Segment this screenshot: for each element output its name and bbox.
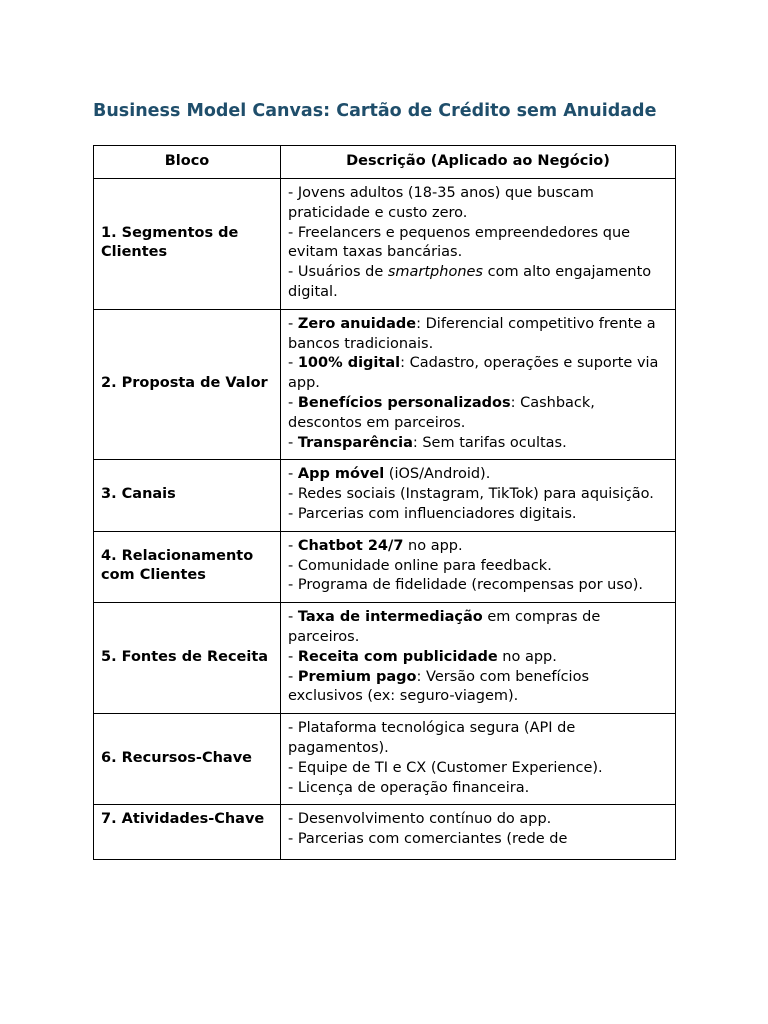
table-row (94, 531, 676, 602)
header-block: Bloco (94, 146, 281, 179)
block-description (281, 179, 676, 310)
block-description (281, 460, 676, 531)
description-line: - Desenvolvimento contínuo do app. (288, 811, 552, 828)
description-line: - Usuários de smartphones com alto engajamento digital. (288, 264, 652, 300)
description-line: - Freelancers e pequenos empreendedores que evitam taxas bancárias. (288, 224, 631, 261)
block-description (281, 603, 676, 714)
table-row (94, 309, 676, 460)
block-description (281, 714, 676, 805)
description-line: - 100% digital: Cadastro, operações e suporte via app. (288, 355, 659, 392)
block-label: 1. Segmentos de Clientes (94, 179, 281, 310)
header-description: Descrição (Aplicado ao Negócio) (281, 146, 676, 179)
block-label: 4. Relacionamento com Clientes (94, 531, 281, 602)
description-line: - Benefícios personalizados: Cashback, descontos em parceiros. (288, 394, 595, 431)
description-line: - Licença de operação financeira. (288, 779, 530, 796)
description-line: - Receita com publicidade no app. (288, 648, 557, 665)
block-description (281, 309, 676, 460)
document-title: Business Model Canvas: Cartão de Crédito sem Anuidade (93, 101, 657, 121)
description-line: - Premium pago: Versão com benefícios exclusivos (ex: seguro-viagem). (288, 668, 589, 705)
block-description (281, 531, 676, 602)
description-line: - Parcerias com influenciadores digitais. (288, 505, 577, 522)
description-line: - Plataforma tecnológica segura (API de pagamentos). (288, 720, 576, 756)
table-header-row (94, 146, 676, 179)
description-line: - Equipe de TI e CX (Customer Experience). (288, 759, 603, 776)
description-line: - Chatbot 24/7 no app. (288, 537, 463, 554)
block-label: 2. Proposta de Valor (94, 309, 281, 460)
block-label: 6. Recursos-Chave (94, 714, 281, 805)
table-row (94, 179, 676, 310)
description-line: - Programa de fidelidade (recompensas por uso). (288, 577, 644, 594)
description-line: - Taxa de intermediação em compras de parceiros. (288, 609, 601, 645)
business-model-canvas-table (93, 145, 676, 860)
block-description (281, 805, 676, 860)
description-line: - Zero anuidade: Diferencial competitivo frente a bancos tradicionais. (288, 315, 656, 352)
description-line: - Jovens adultos (18-35 anos) que buscam praticidade e custo zero. (288, 185, 594, 221)
table-row (94, 603, 676, 714)
description-line: - Transparência: Sem tarifas ocultas. (288, 434, 567, 451)
block-label: 7. Atividades-Chave (94, 805, 281, 860)
block-label: 5. Fontes de Receita (94, 603, 281, 714)
description-line: - Redes sociais (Instagram, TikTok) para aquisição. (288, 486, 654, 503)
table-row (94, 714, 676, 805)
description-line: - Parcerias com comerciantes (rede de (288, 831, 568, 848)
table-row (94, 460, 676, 531)
description-line: - App móvel (iOS/Android). (288, 466, 491, 483)
block-label: 3. Canais (94, 460, 281, 531)
emphasis-text: smartphones (387, 264, 483, 281)
table-row (94, 805, 676, 860)
description-line: - Comunidade online para feedback. (288, 557, 552, 574)
